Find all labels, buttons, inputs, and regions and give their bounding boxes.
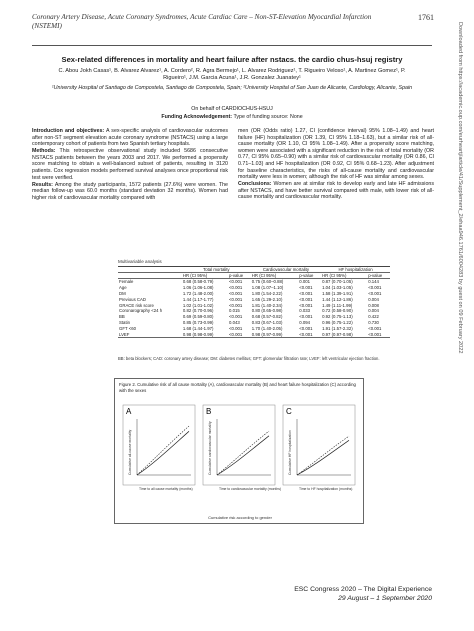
table-cell: 1.02 (1.01-1.02) bbox=[182, 302, 214, 308]
figure-box bbox=[114, 378, 364, 524]
table-cell: <0.001 bbox=[299, 326, 313, 332]
abstract-paragraph bbox=[32, 128, 228, 148]
table-cell: <0.001 bbox=[229, 326, 243, 332]
table-row-label: GFT <60 bbox=[119, 326, 136, 332]
figure-panel-a bbox=[123, 405, 195, 491]
table-row-label: GRACE risk score bbox=[119, 302, 154, 308]
panel-ylabel: Cumulative all-cause mortality bbox=[128, 429, 132, 475]
table-cell: <0.001 bbox=[368, 326, 382, 332]
table-subheader: HR (CI 95%) bbox=[321, 273, 367, 279]
table-cell: 1.06 (1.06-1.08) bbox=[182, 284, 214, 290]
footer-line-1: ESC Congress 2020 – The Digital Experience bbox=[294, 586, 432, 593]
panel-letter: A bbox=[126, 407, 132, 416]
table-subheader: HR (CI 95%) bbox=[182, 273, 228, 279]
article-title: Sex-related differences in mortality and heart failure after nstacs. the cardio chus-hsuj registry bbox=[61, 55, 403, 64]
table-cell: 0.83 (0.67-1.03) bbox=[251, 320, 283, 326]
funding-text: Type of funding source: None bbox=[233, 114, 303, 120]
table-cell: 0.80 (0.65-0.98) bbox=[251, 308, 283, 314]
table-cell: 0.82 (0.70-0.96) bbox=[182, 308, 214, 314]
page-footer bbox=[232, 585, 432, 603]
table-cell: 0.004 bbox=[368, 296, 379, 302]
table-subheader: p-value bbox=[367, 273, 390, 279]
side-download-text: Downloaded from https://academic.oup.com/eurheartj/article/41/Supplement_2/ehaa946.1761/6004283 by guest on 09 February 2022 bbox=[457, 22, 463, 354]
table-cell: 0.92 (0.75-1.13) bbox=[322, 314, 353, 320]
abstract-paragraph bbox=[32, 182, 228, 202]
table-cell: 0.004 bbox=[368, 308, 379, 314]
table-cell: 0.422 bbox=[368, 314, 379, 320]
table-cell: 0.094 bbox=[299, 320, 311, 326]
section-text: A sex-specific analysis of cardiovascular outcomes after non-ST segment elevation acute coronary syndrome (NSTACS) using a large contemporary cohort of patients from two Spanish tertiary hospitals. bbox=[32, 128, 228, 148]
table-row-label: Age bbox=[119, 284, 127, 290]
table-cell: 0.96 (0.75-1.22) bbox=[322, 320, 353, 326]
table-cell: <0.001 bbox=[229, 302, 243, 308]
table-group-cv: Cardiovascular mortality bbox=[251, 267, 321, 273]
panel-ylabel: Cumulative cardiovascular mortality bbox=[208, 421, 212, 475]
table-cell: 1.44 (1.12-1.86) bbox=[322, 296, 353, 302]
section-head: Conclusions: bbox=[238, 181, 272, 188]
panel-frame bbox=[203, 405, 275, 485]
panel-xlabel: Time to cardiovascular mortality (months) bbox=[219, 487, 282, 491]
table-cell: <0.001 bbox=[229, 290, 243, 296]
panel-letter: C bbox=[286, 407, 292, 416]
table-cell: 0.68 (0.57-0.82) bbox=[251, 314, 283, 320]
table-cell: 1.08 (1.07–1.10) bbox=[251, 284, 284, 290]
table-row-label: Female bbox=[119, 279, 134, 285]
table-cell: 0.730 bbox=[368, 320, 379, 326]
table-cell: 0.015 bbox=[229, 308, 240, 314]
table-cell: 0.85 (0.73-0.99) bbox=[182, 320, 214, 326]
figure-panel-c bbox=[283, 405, 355, 491]
section-head: Introduction and objectives: bbox=[32, 128, 105, 134]
table-row-label: Statin bbox=[119, 320, 130, 326]
section-head: Methods: bbox=[32, 148, 56, 155]
table-row-label: DM bbox=[119, 290, 126, 296]
table-cell: 0.75 (0.60–0.88) bbox=[251, 279, 284, 285]
table-row-label: BB bbox=[119, 314, 125, 320]
on-behalf-line: On behalf of CARDIOCHUS-HSUJ bbox=[191, 106, 273, 112]
table-row-label: LVEF bbox=[118, 332, 182, 338]
table-cell: <0.001 bbox=[299, 302, 313, 308]
section-text: Women are at similar risk to develop early and late HF admissions after NSTACS, and have better survival compared with male, with lower risk of all-cause mortality and cardiovascular mortality. bbox=[238, 181, 434, 201]
table-cell: 1.58 (1.39-1.91) bbox=[322, 290, 353, 296]
abstract-left-column bbox=[32, 128, 228, 202]
table-caption: Multivariable analysis bbox=[118, 259, 162, 264]
table-subheader: p-value bbox=[298, 273, 321, 279]
table-cell: <0.001 bbox=[229, 279, 243, 285]
panel-frame bbox=[123, 405, 195, 485]
table-cell: 0.72 (0.58-0.90) bbox=[322, 308, 353, 314]
section-text: men (OR (Odds ratio) 1.27, CI (confidence interval) 95% 1.08–1.49) and heart failure (HF) hospitalization (OR 1.39, CI 95% 1.18–1.63), but a similar risk of all-cause mortality (OR 1.10, CI 95% 1.08–1.49). After a propensity score matching, women were associated with a significant reduction in the risk of total mortality (OR 0.77, CI 95% 0.65–0.90) with a similar risk of cardiovascular mortality (OR 0.86, CI 0.71–1.03) and HF hospitalization (OR 0.92, CI 95% 0.68–1.23). After adjustment for baseline characteristics, the risks of all-cause mortality and cardiovascular mortality were less in women; although the risk of HF was similar among sexes. bbox=[238, 128, 434, 181]
table-cell: 1.49 (1.11-1.99) bbox=[322, 302, 353, 308]
table-group-total: Total mortality bbox=[182, 267, 251, 273]
table-cell: <0.001 bbox=[299, 284, 313, 290]
table-row-label: Previous CAD bbox=[119, 296, 146, 302]
table-cell: 0.144 bbox=[368, 279, 379, 285]
table-row bbox=[118, 308, 390, 314]
table-cell: 1.65 (1.29-2.10) bbox=[251, 296, 283, 302]
table-cell: 1.70 (1.40-2.05) bbox=[251, 326, 283, 332]
table-cell: 1.80 (1.54-2.22) bbox=[251, 290, 283, 296]
table-cell: <0.001 bbox=[228, 332, 251, 338]
figure-caption: Figure 2. Cumulative risk of all cause mortality (A), cardiovascular mortality (B) and heart failure hospitalization (C) according with the sexes bbox=[119, 382, 356, 393]
table-row bbox=[118, 332, 390, 338]
author-list: C. Abou Jokh Casas¹, B. Alvarez Alvarez¹, A. Cordero², R. Agra Bermejo¹, L. Alvarez Rodriguez¹, T. Rigueiro Veloso¹, A. Martinez Gomez¹, P. Rigueiro¹, J.M. Garcia Acuna¹, J.R. Gonzalez Juanatey¹ bbox=[58, 68, 406, 82]
panel-letter: B bbox=[206, 407, 212, 416]
multivariable-table bbox=[118, 266, 390, 338]
section-text: This retrospective observational study included 5686 consecutive NSTACS patients between the years 2003 and 2017. We performed a propensity score matching to obtain a well-balanced subset of patients, resulting in 3120 patients. Cox regression models performed survival analyses once proportional risk test were verified. bbox=[32, 148, 228, 181]
panel-frame bbox=[283, 405, 355, 485]
table-cell: <0.001 bbox=[299, 314, 313, 320]
table-cell: <0.001 bbox=[299, 290, 313, 296]
table-cell: <0.001 bbox=[229, 284, 243, 290]
table-cell: 1.72 (1.48-2.00) bbox=[182, 290, 214, 296]
abstract-right-column bbox=[238, 128, 434, 202]
table-cell: 0.69 (0.59-0.80) bbox=[182, 314, 214, 320]
table-cell: 1.68 (1.44-1.97) bbox=[182, 326, 214, 332]
table-cell: 0.033 bbox=[299, 308, 311, 314]
table-cell: 0.008 bbox=[368, 302, 379, 308]
panel-xlabel: Time to all cause mortality (months) bbox=[139, 487, 193, 491]
header-rule bbox=[32, 45, 432, 46]
table-cell: 0.043 bbox=[229, 320, 240, 326]
footer-line-2: 29 August – 1 September 2020 bbox=[338, 595, 432, 602]
table-subheader: HR (CI 95%) bbox=[251, 273, 298, 279]
table-cell: <0.001 bbox=[368, 290, 382, 296]
table-cell: 1.91 (1.57-2.32) bbox=[322, 326, 353, 332]
affiliations: ¹University Hospital of Santiago de Compostela, Santiago de Compostela, Spain; ²University Hospital of San Juan de Alicante, Cardiology, Alicante, Spain bbox=[51, 85, 413, 91]
table-cell: <0.001 bbox=[229, 314, 243, 320]
table-cell: <0.001 bbox=[368, 284, 382, 290]
running-head: Coronary Artery Disease, Acute Coronary Syndromes, Acute Cardiac Care – Non-ST-Elevation Myocardial Infarction (NSTEMI) bbox=[32, 13, 372, 30]
section-text: Among the study participants, 1572 patients (27.6%) were women. The median follow-up was 60.0 months (standard deviation 32 months). Women had higher risk of cardiovascular mortality compared with bbox=[32, 181, 228, 201]
table-cell: 1.04 (1.03-1.05) bbox=[322, 284, 353, 290]
side-download-note bbox=[451, 22, 465, 610]
table-group-hf: HF hospitalization bbox=[321, 267, 390, 273]
figure-panel-b bbox=[203, 405, 281, 491]
page-number: 1761 bbox=[418, 13, 434, 22]
table-cell: <0.001 bbox=[367, 332, 390, 338]
panel-ylabel: Cumulative HF hospitalization bbox=[288, 430, 292, 475]
table-body bbox=[118, 279, 390, 338]
abstract-paragraph bbox=[238, 181, 434, 201]
panel-xlabel: Time to HF hospitalization (months) bbox=[299, 487, 353, 491]
figure-footer: Cumulative risk according to gender bbox=[208, 515, 272, 520]
table-cell: <0.001 bbox=[299, 296, 313, 302]
table-footnote: BB: beta blockers; CAD: coronary artery disease; DM: diabetes mellitus; GFT: glomerular filtration rate; LVEF: left ventricular ejection fraction. bbox=[118, 356, 380, 361]
table-cell: <0.001 bbox=[298, 332, 321, 338]
funding-line bbox=[32, 114, 432, 120]
table-cell: 0.68 (0.58-0.79) bbox=[182, 279, 214, 285]
table-cell: 0.98 (0.97-0.99) bbox=[251, 332, 298, 338]
section-head: Results: bbox=[32, 181, 53, 188]
funding-label: Funding Acknowledgement: bbox=[161, 114, 233, 120]
abstract-paragraph bbox=[32, 148, 228, 181]
table-subheader: p-value bbox=[228, 273, 251, 279]
table-cell: <0.001 bbox=[229, 296, 243, 302]
abstract-paragraph bbox=[238, 128, 434, 181]
table-row-label: Coronarography <24 h bbox=[119, 308, 163, 314]
table-cell: 0.87 (0.70-1.05) bbox=[322, 279, 353, 285]
table-cell: 0.97 (0.97-0.98) bbox=[321, 332, 367, 338]
figure-plots bbox=[115, 379, 365, 525]
table-cell: 0.001 bbox=[299, 279, 311, 285]
table-cell: 1.44 (1.17-1.77) bbox=[182, 296, 214, 302]
table-cell: 0.98 (0.98-0.99) bbox=[182, 332, 228, 338]
table-cell: 1.81 (1.40-2.34) bbox=[251, 302, 283, 308]
